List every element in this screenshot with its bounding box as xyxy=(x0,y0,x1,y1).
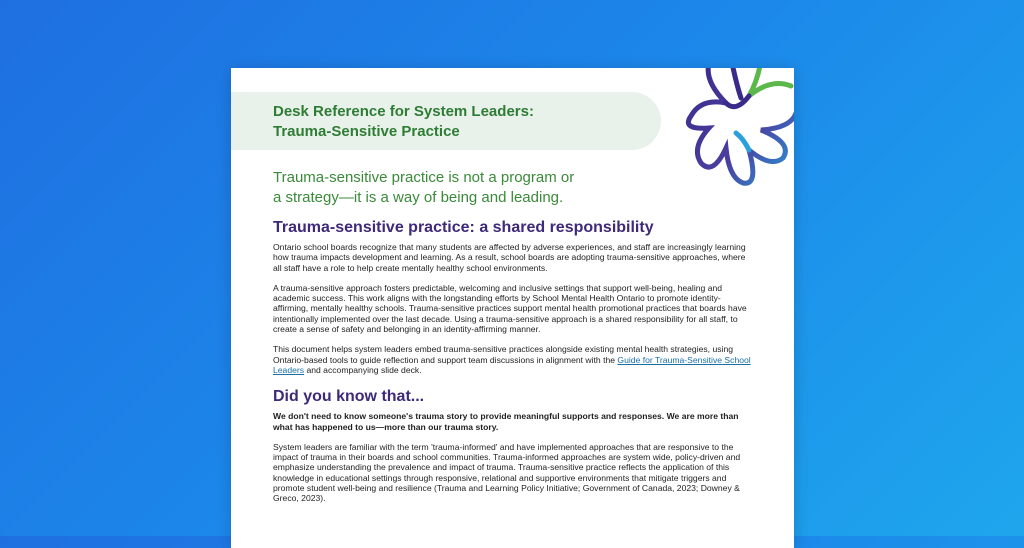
section2-para: System leaders are familiar with the term 'trauma-informed' and have implemented approaches that are responsive to the impact of trauma in their boards and school communities. Trauma-informed approaches are system wide, policy-driven and emphasize understanding the prevalence and impact of trauma. Trauma-sensitive practice reflects the application of this knowledge in educational settings through responsive, relational and supportive environments that mitigate triggers and promote student well-being and resilience (Trauma and Learning Policy Initiative; Government of Canada, 2023; Downey & Greco, 2023). xyxy=(273,441,741,504)
document-title-line1: Desk Reference for System Leaders: xyxy=(273,103,534,120)
section2-bold-para: We don't need to know someone's trauma story to provide meaningful supports and responses. We are more than what has happened to us—more than our trauma story. xyxy=(273,411,739,432)
guide-link[interactable]: Guide for Trauma-Sensitive School Leaders xyxy=(273,354,751,375)
document-page xyxy=(231,68,794,548)
section1-para2: A trauma-sensitive approach fosters predictable, welcoming and inclusive settings that support well-being, healing and academic success. This work aligns with the longstanding efforts by School Mental Health Ontario to promote identity-affirming, mentally healthy schools. Trauma-sensitive practices support mental health promotional practices that boards have intentionally implemented over the last decade. Using a trauma-sensitive approach is a shared responsibility for all staff, to create a sense of safety and belonging in an identity-affirming manner. xyxy=(273,282,747,335)
tagline xyxy=(273,168,603,208)
section1-heading: Trauma-sensitive practice: a shared responsibility xyxy=(273,219,654,236)
document-content xyxy=(273,218,753,514)
document-title-line2: Trauma-Sensitive Practice xyxy=(273,123,460,140)
flower-burst-logo-icon xyxy=(641,68,794,198)
section1-para1: Ontario school boards recognize that many students are affected by adverse experiences, and staff are increasingly learning how trauma impacts development and learning. As a result, school boards are adopting trauma-sensitive approaches, where all staff have a role to help create mentally healthy school environments. xyxy=(273,242,746,273)
document-title xyxy=(273,102,534,142)
section1-para3-before: This document helps system leaders embed trauma-sensitive practices alongside existing mental health strategies, using Ontario-based tools to guide reflection and support team discussions in alignment with the xyxy=(273,344,733,365)
tagline-line1: Trauma-sensitive practice is not a program or xyxy=(273,169,575,186)
section1-para3-after: and accompanying slide deck. xyxy=(304,364,422,375)
tagline-line2: a strategy—it is a way of being and leading. xyxy=(273,189,564,206)
section1-para3 xyxy=(273,344,753,375)
section2-heading: Did you know that... xyxy=(273,388,425,406)
